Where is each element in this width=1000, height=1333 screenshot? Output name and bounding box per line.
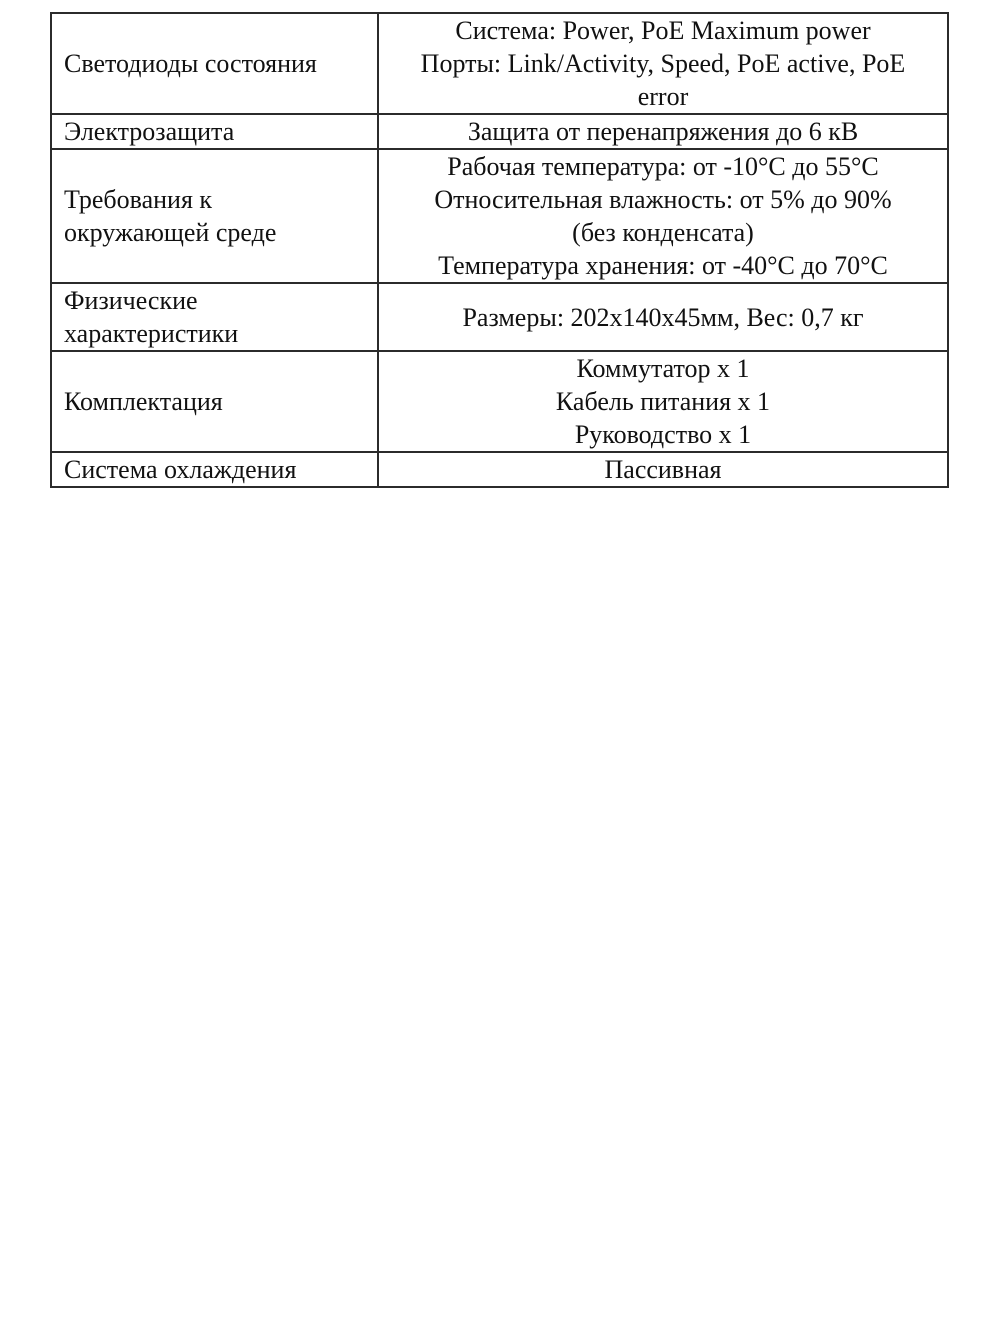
value-line: Система: Power, PoE Maximum power <box>455 16 871 45</box>
value-line: Относительная влажность: от 5% до 90% <box>434 185 892 214</box>
table-row-surge-protection <box>51 114 948 149</box>
value-line: Кабель питания x 1 <box>555 387 771 416</box>
label-line: Система охлаждения <box>64 455 297 484</box>
row-value <box>378 351 948 452</box>
value-line: Коммутатор x 1 <box>576 354 750 383</box>
label-line: Комплектация <box>64 387 223 416</box>
label-line: Требования к <box>64 185 213 214</box>
table-row-status-leds <box>51 13 948 114</box>
row-label <box>51 283 378 351</box>
table-row-environment <box>51 149 948 283</box>
row-value <box>378 149 948 283</box>
value-line: Рабочая температура: от -10°C до 55°C <box>447 152 879 181</box>
value-line: Руководство x 1 <box>574 420 752 449</box>
row-value <box>378 13 948 114</box>
specifications-table <box>50 12 949 488</box>
value-line: Защита от перенапряжения до 6 кВ <box>467 117 859 146</box>
table-row-physical <box>51 283 948 351</box>
row-value <box>378 114 948 149</box>
label-line: Электрозащита <box>64 117 235 146</box>
value-line: error <box>637 82 689 111</box>
row-label <box>51 452 378 487</box>
row-label <box>51 114 378 149</box>
table-row-cooling <box>51 452 948 487</box>
row-value <box>378 452 948 487</box>
value-line: Порты: Link/Activity, Speed, PoE active, PoE <box>420 49 906 78</box>
value-line: Пассивная <box>604 455 722 484</box>
value-line: Температура хранения: от -40°C до 70°C <box>438 251 888 280</box>
value-line: Размеры: 202x140x45мм, Вес: 0,7 кг <box>462 302 864 332</box>
row-label <box>51 13 378 114</box>
label-line: окружающей среде <box>64 218 277 247</box>
label-line: характеристики <box>64 319 239 348</box>
value-line: (без конденсата) <box>572 218 754 247</box>
table-row-package-contents <box>51 351 948 452</box>
row-label <box>51 351 378 452</box>
row-value <box>378 283 948 351</box>
row-label <box>51 149 378 283</box>
label-line: Физические <box>64 286 198 315</box>
label-line: Светодиоды состояния <box>64 49 317 78</box>
